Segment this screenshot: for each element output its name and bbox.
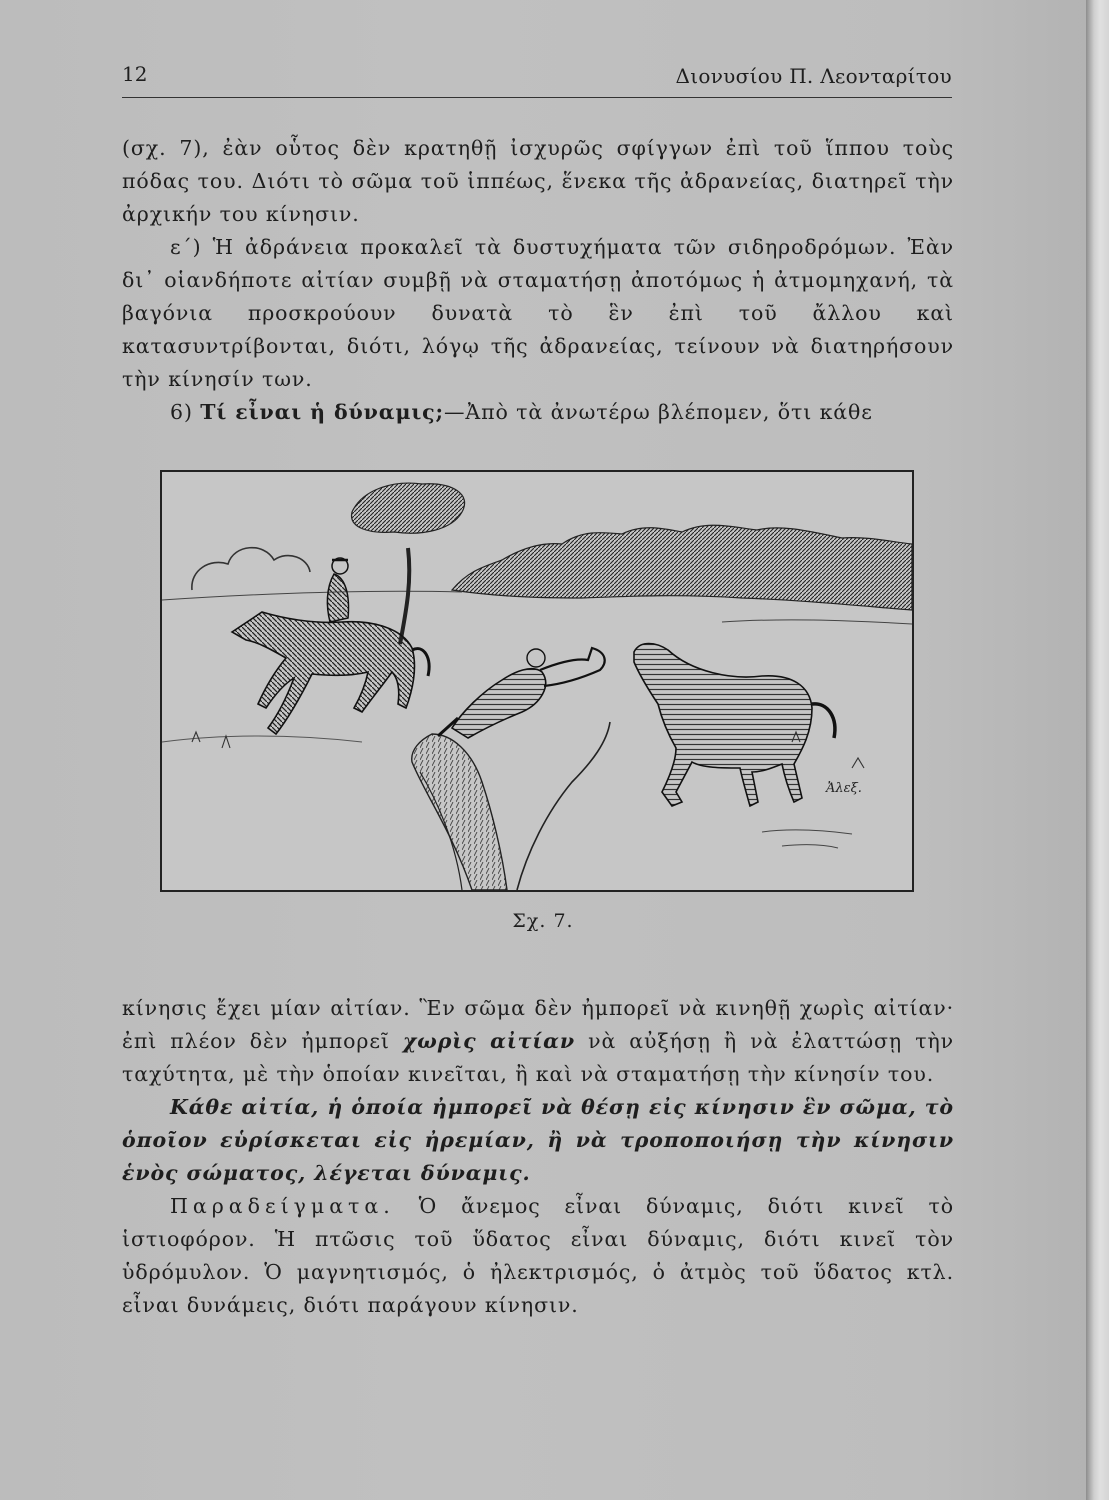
examples-text: Ὁ ἄνεμος εἶναι δύναμις, διότι κινεῖ τὸ ἱστιοφόρον. Ἡ πτῶσις τοῦ ὕδατος εἶναι δύναμις, διότι κινεῖ τὸν ὑδρόμυλον. Ὁ μαγνητισμός, ὁ ἠλεκτρισμός, ὁ ἀτμὸς τοῦ ὕδατος κτλ. εἶναι δυνάμεις, διότι παράγουν κίνησιν. [122,1194,954,1317]
figure-caption: Σχ. 7. [512,910,574,932]
section-number: 6) [170,400,193,424]
paragraph-cause-of-motion [122,992,954,1091]
running-head: Διονυσίου Π. Λεονταρίτου [675,64,952,88]
cause-text-end: νὰ αὐξήσῃ ἢ νὰ ἐλαττώσῃ τὴν ταχύτητα, μὲ τὴν ὁποίαν κινεῖται, ἢ καὶ νὰ σταματήσῃ τὴν κίνησίν του. [122,1029,954,1086]
page-header [122,62,952,92]
paragraph-force-intro [122,396,954,429]
section-intro-text: —Ἀπὸ τὰ ἀνωτέρω βλέπομεν, ὅτι κάθε [444,400,873,424]
standing-horse-tail [812,704,835,738]
forest-treeline [452,525,912,610]
tree-foliage [352,483,465,533]
cloud [192,548,310,590]
page-number: 12 [122,62,148,86]
examples-label: Παραδείγματα. [170,1194,395,1218]
falling-rider [452,669,546,738]
section-heading: Τί εἶναι ἡ δύναμις; [200,400,445,424]
emphasis-without-cause: χωρὶς αἰτίαν [402,1029,575,1053]
figure-illustration [160,470,914,892]
book-spine [1086,0,1109,1500]
text-block-top [122,132,954,429]
fallen-rider-head [527,649,545,667]
paragraph-inertia-trains: ε΄) Ἡ ἀδράνεια προκαλεῖ τὰ δυστυχήματα τῶν σιδηροδρόμων. Ἐὰν δι᾽ οἱανδήποτε αἰτίαν συμβῇ νὰ σταματήσῃ ἀποτόμως ἡ ἀτμομηχανή, τὰ βαγόνια προσκρούουν δυνατὰ τὸ ἓν ἐπὶ τοῦ ἄλλου καὶ κατασυντρίβονται, διότι, λόγῳ τῆς ἀδρανείας, τείνουν νὰ διατηρήσουν τὴν κίνησίν των. [122,235,954,391]
paragraph-inertia-rider: (σχ. 7), ἐὰν οὗτος δὲν κρατηθῇ ἰσχυρῶς σφίγγων ἐπὶ τοῦ ἵππου τοὺς πόδας του. Διότι τὸ σῶμα τοῦ ἱππέως, ἕνεκα τῆς ἀδρανείας, διατηρεῖ τὴν ἀρχικήν του κίνησιν. [122,136,954,226]
galloping-horse [232,612,414,734]
ditch [412,734,507,890]
definition-force: Κάθε αἰτία, ἡ ὁποία ἠμπορεῖ νὰ θέσῃ εἰς κίνησιν ἓν σῶμα, τὸ ὁποῖον εὑρίσκεται εἰς ἠρεμίαν, ἢ νὰ τροποποιήσῃ τὴν κίνησιν ἑνὸς σώματος, λέγεται δύναμις. [122,1095,954,1185]
standing-horse [634,644,812,807]
artist-signature: Ἀλεξ. [826,781,862,796]
figure-drawing [162,472,912,890]
paragraph-examples [122,1190,954,1322]
cause-text-start: κίνησις ἔχει μίαν αἰτίαν. Ἓν σῶμα δὲν ἠμπορεῖ νὰ κινηθῇ χωρὶς αἰτίαν· ἐπὶ πλέον δὲν ἠμπορεῖ [122,996,954,1053]
rider-body [327,574,348,622]
tree-trunk [400,548,409,644]
rider-legs [540,648,605,686]
text-block-bottom [122,992,954,1322]
header-rule [122,97,952,98]
